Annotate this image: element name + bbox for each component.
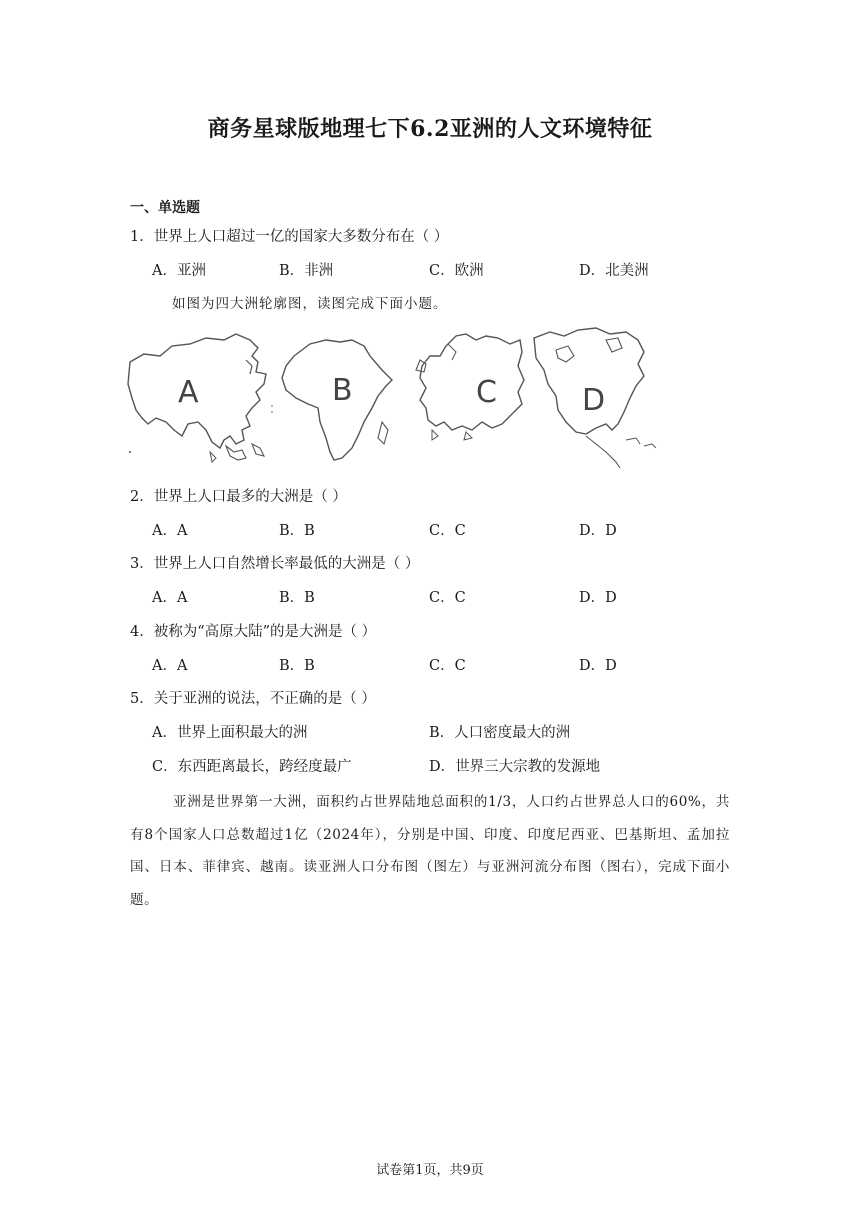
option-d: D．D [579,658,617,674]
option-d: D．D [579,590,617,606]
question-2-stem: 2．世界上人口最多的大洲是（ ） [130,489,347,505]
option-a: A．世界上面积最大的洲 [152,725,308,741]
page-title: 商务星球版地理七下6.2亚洲的人文环境特征 [207,116,653,142]
map-europe-outline [416,334,524,440]
option-a: A．A [152,523,188,539]
question-1-stem: 1．世界上人口超过一亿的国家大多数分布在（ ） [130,229,449,245]
option-d: D．D [579,523,617,539]
option-b: B．人口密度最大的洲 [429,725,571,741]
option-b: B．B [279,523,315,539]
option-b: B．B [279,590,315,606]
map-asia-outline [128,334,273,462]
maps-intro: 如图为四大洲轮廓图，读图完成下面小题。 [172,296,448,312]
map-label-d: D [582,383,606,418]
option-c: C．C [429,523,466,539]
map-north-america-outline [534,328,656,468]
option-c: C．欧洲 [429,263,484,279]
option-a: A．亚洲 [152,263,206,279]
option-a: A．A [152,658,188,674]
map-label-a: A [178,375,199,410]
option-c: C．C [429,658,466,674]
section-heading: 一、单选题 [130,200,200,216]
question-5-stem: 5．关于亚洲的说法，不正确的是（ ） [130,691,376,707]
reading-passage: 亚洲是世界第一大洲，面积约占世界陆地总面积的1/3，人口约占世界总人口的60%，共有8个国家人口总数超过1亿（2024年），分别是中国、印度、印度尼西亚、巴基斯坦、孟加拉国、日本、菲律宾、越南。读亚洲人口分布图（图左）与亚洲河流分布图（图右），完成下面小题。 [130,794,730,908]
question-3-stem: 3．世界上人口自然增长率最低的大洲是（ ） [130,556,420,572]
map-africa-outline [282,340,392,460]
option-d: D．世界三大宗教的发源地 [429,759,601,775]
question-4-stem: 4．被称为“高原大陆”的是大洲是（ ） [130,624,377,640]
map-label-c: C [476,375,497,410]
option-a: A．A [152,590,188,606]
continent-outline-maps [126,326,671,468]
option-b: B．B [279,658,315,674]
option-c: C．东西距离最长，跨经度最广 [152,759,352,775]
page-footer: 试卷第1页，共9页 [376,1163,484,1178]
map-label-b: B [332,373,353,408]
option-d: D．北美洲 [579,263,649,279]
option-b: B．非洲 [279,263,334,279]
option-c: C．C [429,590,466,606]
